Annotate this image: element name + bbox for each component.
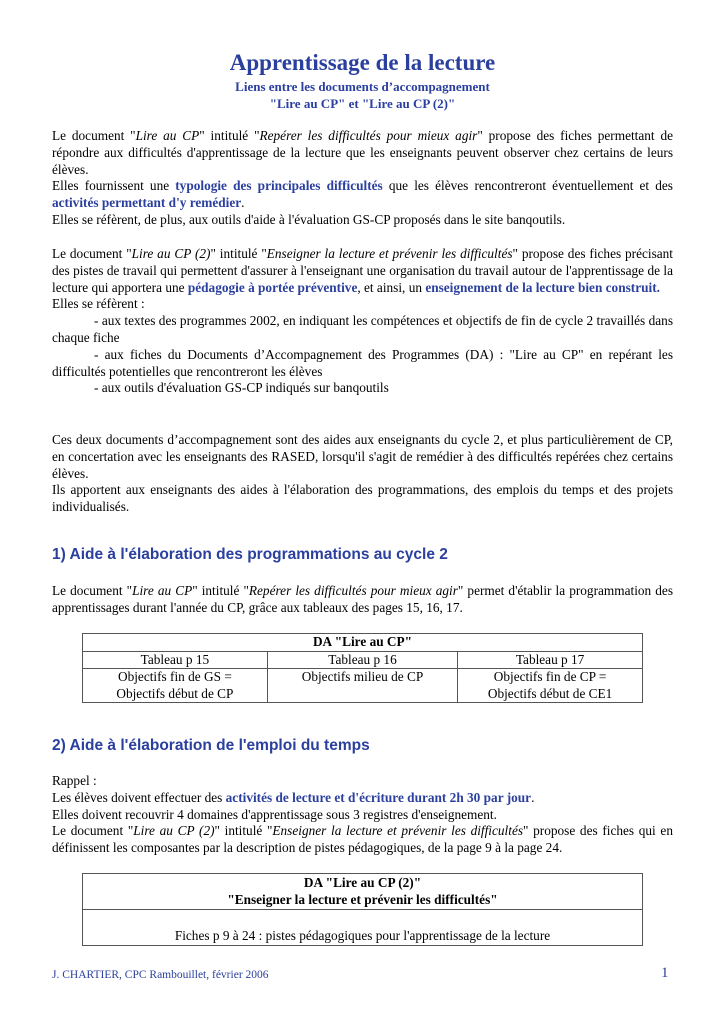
text: " propose des fiches précisant des pistes de travail qui permettent d'assurer à l'enseignant une organisation du travail autour de l'apprentissage de la lecture qui apportera une: [52, 246, 674, 295]
section-1-paragraph: [52, 583, 673, 617]
table-col-header: Tableau p 17: [458, 651, 643, 669]
text: " permet d'établir la programmation des apprentissages durant l'année du CP, grâce aux tableaux des pages 15, 16, 17.: [52, 583, 673, 615]
section-2-paragraph: [52, 773, 673, 857]
intro-paragraph-2: [52, 246, 673, 397]
text: " intitulé ": [192, 583, 249, 598]
list-item: - aux fiches du Documents d’Accompagnement des Programmes (DA) : "Lire au CP" en repérant les difficultés potentielles que rencontreront les élèves: [52, 346, 673, 379]
doc-subtitle: Enseigner la lecture et prévenir les difficultés: [272, 823, 524, 839]
page-number: 1: [661, 965, 669, 981]
table-header: DA "Lire au CP": [83, 634, 643, 652]
text: Les élèves doivent effectuer des: [52, 789, 226, 805]
text: Le document ": [52, 583, 133, 598]
header-line: "Enseigner la lecture et prévenir les difficultés": [227, 891, 498, 907]
table-col-header: Tableau p 15: [83, 651, 268, 669]
doc-subtitle: Repérer les difficultés pour mieux agir: [248, 583, 458, 598]
emphasis: activités permettant d'y remédier: [52, 195, 242, 211]
header-line: DA "Lire au CP (2)": [303, 875, 422, 890]
text: .: [241, 195, 245, 211]
cell-line: Objectifs début de CE1: [487, 685, 613, 701]
text: Le document ": [52, 246, 132, 261]
emploi-du-temps-table: [82, 873, 643, 946]
intro-paragraph-3: [52, 432, 673, 516]
subtitle-line-2: "Lire au CP" et "Lire au CP (2)": [269, 96, 456, 111]
table-header: [83, 874, 643, 910]
text: Ils apportent aux enseignants des aides à l'élaboration des programmations, des emplois du temps et des projets individualisés.: [52, 482, 673, 515]
doc-subtitle: Enseigner la lecture et prévenir les difficultés: [266, 246, 513, 261]
doc-title: Lire au CP: [132, 583, 193, 598]
doc-title: Lire au CP (2): [131, 246, 211, 261]
doc-subtitle: Repérer les difficultés pour mieux agir: [259, 128, 478, 143]
list-item: - aux outils d'évaluation GS-CP indiqués sur banqoutils: [94, 380, 389, 396]
footer-author: J. CHARTIER, CPC Rambouillet, février 2006: [52, 969, 269, 981]
cell-line: Objectifs début de CP: [116, 685, 234, 701]
doc-title: Lire au CP (2): [133, 823, 215, 839]
page-title: Apprentissage de la lecture: [229, 50, 496, 75]
text: Elles doivent recouvrir 4 domaines d'apprentissage sous 3 registres d'enseignement.: [52, 806, 497, 822]
cell-line: Objectifs fin de CP =: [493, 669, 607, 684]
text: .: [531, 789, 535, 805]
table-col-header: Tableau p 16: [267, 651, 457, 669]
table-cell: [458, 669, 643, 703]
text: Le document ": [52, 823, 134, 839]
subtitle-line-1: Liens entre les documents d’accompagnement: [235, 79, 490, 94]
doc-title: Lire au CP: [135, 128, 200, 143]
programmation-table: [82, 633, 643, 703]
text: que les élèves rencontreront éventuellement et des: [382, 178, 673, 194]
text: Ces deux documents d’accompagnement sont des aides aux enseignants du cycle 2, et plus particulièrement de CP, en concertation avec les enseignants des RASED, lorsqu'il s'agit de remédier à des difficultés repérées chez certains élèves.: [52, 432, 673, 481]
text: " propose des fiches permettant de répondre aux difficultés d'apprentissage de la lecture que les enseignants peuvent observer chez certains de leurs élèves.: [52, 128, 674, 177]
list-item: - aux textes des programmes 2002, en indiquant les compétences et objectifs de fin de cycle 2 travaillés dans chaque fiche: [52, 313, 673, 345]
emphasis: typologie des principales difficultés: [175, 178, 383, 194]
text: , et ainsi, un: [357, 279, 426, 295]
text: " intitulé ": [214, 823, 273, 839]
table-cell: [83, 669, 268, 703]
table-cell: [267, 669, 457, 703]
intro-paragraph-1: [52, 128, 673, 229]
section-1-heading: 1) Aide à l'élaboration des programmations au cycle 2: [52, 546, 448, 563]
table-cell: Fiches p 9 à 24 : pistes pédagogiques pour l'apprentissage de la lecture: [83, 910, 643, 946]
text: Elles se réfèrent, de plus, aux outils d'aide à l'évaluation GS-CP proposés dans le site banqoutils.: [52, 211, 566, 227]
emphasis: enseignement de la lecture bien construit.: [425, 279, 660, 295]
cell-line: Objectifs milieu de CP: [301, 669, 424, 684]
text: " propose des fiches qui en définissent les composantes par la description de pistes pédagogiques, de la page 9 à la page 24.: [52, 823, 673, 856]
text: Rappel :: [52, 773, 97, 788]
emphasis: activités de lecture et d'écriture durant 2h 30 par jour: [225, 789, 532, 805]
text: Elles fournissent une: [52, 178, 176, 194]
emphasis: pédagogie à portée préventive: [187, 279, 358, 295]
cell-line: Objectifs fin de GS =: [117, 669, 232, 684]
text: " intitulé ": [199, 128, 260, 143]
section-2-heading: 2) Aide à l'élaboration de l'emploi du temps: [52, 737, 370, 754]
text: Elles se réfèrent :: [52, 296, 145, 312]
text: Le document ": [52, 128, 136, 143]
text: " intitulé ": [210, 246, 267, 261]
